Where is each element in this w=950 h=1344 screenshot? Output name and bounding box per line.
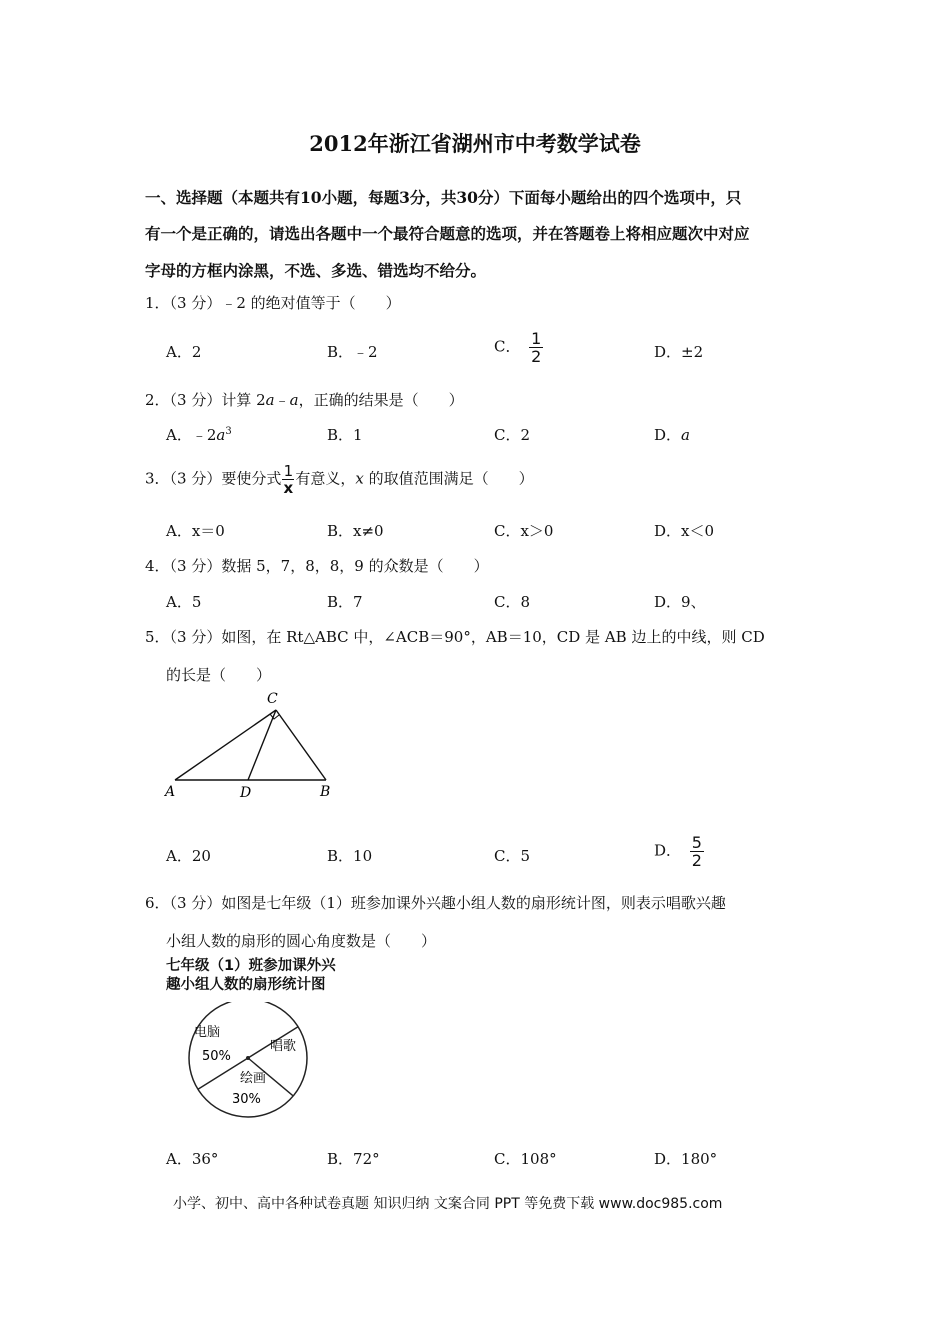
pie-label-singing: 唱歌 bbox=[270, 1039, 297, 1054]
q2-option-c: C．2 bbox=[494, 426, 531, 444]
q2-stem-minus: ﹣ bbox=[274, 391, 290, 409]
label-a: A bbox=[165, 784, 176, 800]
q4-option-c: C．8 bbox=[494, 593, 531, 611]
q3-option-b: B．x≠0 bbox=[327, 522, 384, 540]
q4-option-a: A．5 bbox=[166, 593, 202, 611]
pie-label-computer: 电脑 bbox=[194, 1025, 221, 1040]
q3-fraction-denominator: x bbox=[283, 479, 294, 497]
q3-option-c: C．x＞0 bbox=[494, 522, 554, 540]
q3-stem-pre: 3．（3 分）要使分式 bbox=[145, 469, 282, 488]
q2-stem-pre: 2．（3 分）计算 2 bbox=[145, 391, 266, 409]
q2-option-a-var: a bbox=[216, 426, 226, 444]
q1-option-b: B．﹣2 bbox=[327, 343, 378, 361]
pie-value-computer: 50% bbox=[202, 1049, 231, 1064]
q2-stem bbox=[145, 389, 464, 410]
pie-chart-title-line-1: 七年级（1）班参加课外兴 bbox=[166, 958, 336, 974]
q3-stem-mid: 有意义， bbox=[295, 469, 356, 488]
q1-option-c bbox=[494, 330, 543, 365]
pie-center bbox=[246, 1056, 250, 1060]
q6-option-d: D．180° bbox=[654, 1150, 718, 1168]
q6-option-b: B．72° bbox=[327, 1150, 380, 1168]
q1-option-a: A．2 bbox=[166, 343, 202, 361]
q5-option-c: C．5 bbox=[494, 847, 531, 865]
section-intro-line-2: 有一个是正确的，请选出各题中一个最符合题意的选项，并在答题卷上将相应题次中对应 bbox=[145, 224, 750, 243]
q3-option-a: A．x＝0 bbox=[166, 522, 225, 540]
pie-chart-title bbox=[166, 957, 336, 995]
pie-label-painting: 绘画 bbox=[240, 1071, 267, 1086]
q4-option-b: B．7 bbox=[327, 593, 363, 611]
q6-stem-line-1: 6．（3 分）如图是七年级（1）班参加课外兴趣小组人数的扇形统计图，则表示唱歌兴趣 bbox=[145, 894, 726, 912]
pie-chart-title-line-2: 趣小组人数的扇形统计图 bbox=[166, 977, 326, 993]
q1-option-c-denominator: 2 bbox=[531, 347, 542, 366]
q2-stem-var-a: a bbox=[265, 391, 275, 409]
triangle-figure bbox=[160, 688, 340, 803]
q3-fraction bbox=[282, 463, 294, 496]
section-intro-line-3: 字母的方框内涂黑，不选、多选、错选均不给分。 bbox=[145, 261, 487, 280]
q5-option-d bbox=[654, 834, 704, 869]
q5-option-d-fraction bbox=[690, 834, 704, 869]
q1-option-c-numerator: 1 bbox=[531, 329, 542, 348]
pie-chart bbox=[180, 1002, 320, 1122]
label-b: B bbox=[320, 784, 331, 800]
q4-stem: 4．（3 分）数据 5，7，8，8，9 的众数是（ ） bbox=[145, 557, 489, 575]
q1-option-c-fraction bbox=[529, 330, 543, 365]
q3-stem-var: x bbox=[355, 469, 364, 488]
q5-option-d-label: D． bbox=[654, 841, 682, 860]
q5-stem-line-2: 的长是（ ） bbox=[166, 666, 272, 684]
q6-stem-line-2: 小组人数的扇形的圆心角度数是（ ） bbox=[166, 932, 437, 950]
q5-stem-line-1: 5．（3 分）如图，在 Rt△ABC 中，∠ACB＝90°，AB＝10，CD 是 AB 边上的中线，则 CD bbox=[145, 628, 765, 646]
q4-option-d: D．9、 bbox=[654, 593, 706, 611]
q1-option-c-label: C． bbox=[494, 337, 521, 356]
q6-option-a: A．36° bbox=[166, 1150, 219, 1168]
q2-option-d-var: a bbox=[681, 426, 690, 444]
q2-option-a-exponent: 3 bbox=[225, 426, 232, 437]
q2-stem-post: ，正确的结果是（ ） bbox=[298, 391, 464, 409]
q3-option-d: D．x＜0 bbox=[654, 522, 715, 540]
q3-stem bbox=[145, 463, 534, 496]
q6-option-c: C．108° bbox=[494, 1150, 557, 1168]
label-c: C bbox=[267, 691, 278, 707]
page-title: 2012年浙江省湖州市中考数学试卷 bbox=[309, 131, 641, 156]
q2-option-a bbox=[166, 424, 232, 445]
q1-option-d: D．±2 bbox=[654, 343, 704, 361]
q3-stem-post: 的取值范围满足（ ） bbox=[363, 469, 534, 488]
pie-value-painting: 30% bbox=[232, 1092, 261, 1107]
q2-option-d-pre: D． bbox=[654, 426, 682, 444]
q5-option-a: A．20 bbox=[166, 847, 211, 865]
segment-ac bbox=[175, 710, 276, 780]
q2-option-a-pre: A．﹣2 bbox=[166, 426, 217, 444]
q2-stem-var-a2: a bbox=[289, 391, 299, 409]
q3-fraction-numerator: 1 bbox=[283, 462, 294, 480]
label-d: D bbox=[240, 785, 252, 801]
section-intro-line-1: 一、选择题（本题共有10小题，每题3分，共30分）下面每小题给出的四个选项中，只 bbox=[145, 188, 742, 207]
q2-option-d bbox=[654, 424, 690, 445]
segment-cb bbox=[276, 710, 326, 780]
q2-option-b: B．1 bbox=[327, 426, 363, 444]
page-footer: 小学、初中、高中各种试卷真题 知识归纳 文案合同 PPT 等免费下载 www.doc985.com bbox=[173, 1196, 723, 1212]
q1-stem: 1．（3 分）﹣2 的绝对值等于（ ） bbox=[145, 294, 401, 312]
q5-option-b: B．10 bbox=[327, 847, 373, 865]
q5-option-d-denominator: 2 bbox=[691, 851, 702, 870]
q5-option-d-numerator: 5 bbox=[691, 833, 702, 852]
